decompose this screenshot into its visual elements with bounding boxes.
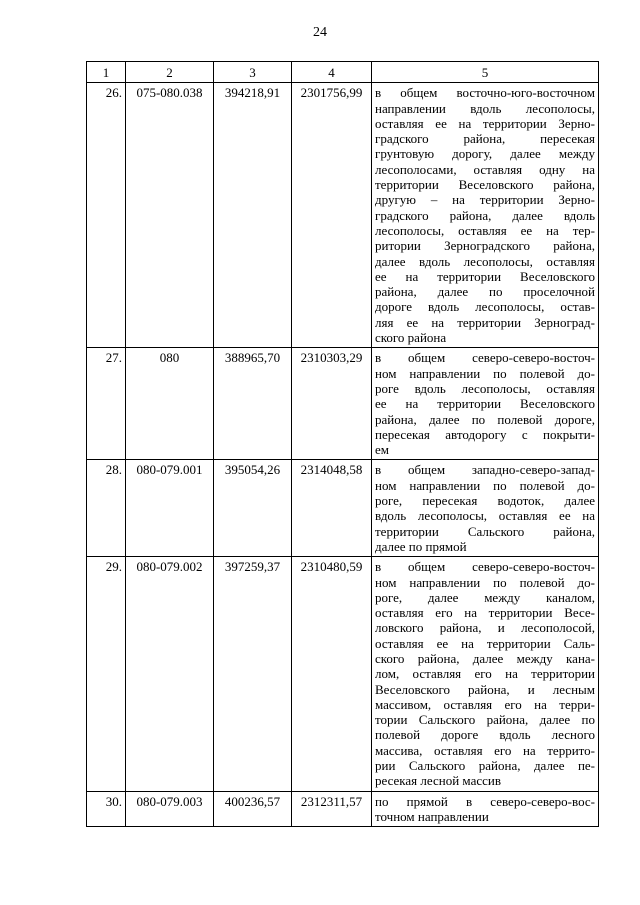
description-line: территории Сальского района, bbox=[375, 523, 595, 539]
column-header: 4 bbox=[292, 62, 372, 83]
description-line: ресекая лесной массив bbox=[375, 773, 501, 789]
coordinate-x: 394218,91 bbox=[214, 83, 292, 348]
coordinate-y: 2314048,58 bbox=[292, 460, 372, 557]
table-body bbox=[87, 83, 599, 827]
column-header: 3 bbox=[214, 62, 292, 83]
description-line: Веселовского района, и лесным bbox=[375, 681, 595, 697]
description-line: района, далее по проселочной bbox=[375, 284, 595, 300]
description-line: лесополосами, оставляя одну на bbox=[375, 161, 595, 177]
description-line: пересекая автодорогу с покрыти- bbox=[375, 426, 595, 442]
description-line: роге, далее между каналом, bbox=[375, 589, 595, 605]
row-number: 28. bbox=[87, 460, 126, 557]
table-row bbox=[87, 460, 599, 557]
table-header-row bbox=[87, 62, 599, 83]
description-line: роге вдоль лесополосы, оставляя bbox=[375, 380, 595, 396]
point-code: 080-079.001 bbox=[126, 460, 214, 557]
coordinate-y: 2310303,29 bbox=[292, 348, 372, 460]
row-number: 30. bbox=[87, 791, 126, 827]
point-code: 080 bbox=[126, 348, 214, 460]
boundary-description bbox=[372, 348, 599, 460]
description-line: в общем северо-северо-восточ- bbox=[375, 559, 595, 575]
description-line: ского района bbox=[375, 330, 447, 346]
description-line: дороге вдоль лесополосы, остав- bbox=[375, 299, 595, 315]
description-line: направлении вдоль лесополосы, bbox=[375, 100, 595, 116]
description-line: ритории Зерноградского района, bbox=[375, 238, 595, 254]
row-number: 27. bbox=[87, 348, 126, 460]
table-row bbox=[87, 791, 599, 827]
description-line: роге, пересекая водоток, далее bbox=[375, 493, 595, 509]
row-number: 29. bbox=[87, 557, 126, 791]
point-code: 075-080.038 bbox=[126, 83, 214, 348]
boundary-description bbox=[372, 557, 599, 791]
description-line: района, далее по полевой дороге, bbox=[375, 411, 595, 427]
description-line: далее по прямой bbox=[375, 538, 467, 554]
table-row bbox=[87, 348, 599, 460]
description-line: массива, оставляя его на террито- bbox=[375, 742, 595, 758]
boundary-description bbox=[372, 460, 599, 557]
table-row bbox=[87, 83, 599, 348]
description-line: лесополосы, оставляя ее на тер- bbox=[375, 222, 595, 238]
description-line: полевой дороге вдоль лесного bbox=[375, 727, 595, 743]
description-line: тории Сальского района, далее по bbox=[375, 712, 595, 728]
description-line: оставляя ее на территории Зерно- bbox=[375, 115, 595, 131]
description-line: массивом, оставляя его на терри- bbox=[375, 696, 595, 712]
description-line: рии Сальского района, далее пе- bbox=[375, 758, 595, 774]
description-line: в общем восточно-юго-восточном bbox=[375, 85, 595, 101]
description-line: другую – на территории Зерно- bbox=[375, 192, 595, 208]
description-line: далее вдоль лесополосы, оставляя bbox=[375, 253, 595, 269]
column-header: 1 bbox=[87, 62, 126, 83]
description-line: оставляя его на территории Весе- bbox=[375, 605, 595, 621]
description-line: по прямой в северо-северо-вос- bbox=[375, 793, 595, 809]
description-line: ем bbox=[375, 442, 389, 458]
coordinate-x: 400236,57 bbox=[214, 791, 292, 827]
description-line: вдоль лесополосы, оставляя ее на bbox=[375, 508, 595, 524]
description-line: в общем западно-северо-запад- bbox=[375, 462, 595, 478]
description-line: ловского района, и лесополосой, bbox=[375, 620, 595, 636]
coordinate-y: 2312311,57 bbox=[292, 791, 372, 827]
description-line: ее на территории Веселовского bbox=[375, 268, 595, 284]
description-line: грунтовую дорогу, далее между bbox=[375, 146, 595, 162]
description-line: градского района, пересекая bbox=[375, 131, 595, 147]
description-line: градского района, далее вдоль bbox=[375, 207, 595, 223]
coordinate-y: 2301756,99 bbox=[292, 83, 372, 348]
coordinate-x: 397259,37 bbox=[214, 557, 292, 791]
description-line: территории Веселовского района, bbox=[375, 177, 595, 193]
table-row bbox=[87, 557, 599, 791]
description-line: оставляя ее на территории Саль- bbox=[375, 635, 595, 651]
description-line: лом, оставляя его на территории bbox=[375, 666, 595, 682]
point-code: 080-079.002 bbox=[126, 557, 214, 791]
boundary-description bbox=[372, 791, 599, 827]
description-line: точном направлении bbox=[375, 808, 489, 824]
column-header: 5 bbox=[372, 62, 599, 83]
description-line: в общем северо-северо-восточ- bbox=[375, 350, 595, 366]
coordinate-x: 395054,26 bbox=[214, 460, 292, 557]
column-header: 2 bbox=[126, 62, 214, 83]
coordinate-y: 2310480,59 bbox=[292, 557, 372, 791]
description-line: ном направлении по полевой до- bbox=[375, 574, 595, 590]
description-line: ского района, далее между кана- bbox=[375, 650, 595, 666]
boundary-description bbox=[372, 83, 599, 348]
description-line: ляя ее на территории Зерноград- bbox=[375, 314, 595, 330]
description-line: ном направлении по полевой до- bbox=[375, 365, 595, 381]
coordinate-x: 388965,70 bbox=[214, 348, 292, 460]
description-line: ее на территории Веселовского bbox=[375, 396, 595, 412]
row-number: 26. bbox=[87, 83, 126, 348]
page-number: 24 bbox=[313, 25, 327, 40]
point-code: 080-079.003 bbox=[126, 791, 214, 827]
description-line: ном направлении по полевой до- bbox=[375, 477, 595, 493]
boundary-table bbox=[86, 61, 599, 827]
